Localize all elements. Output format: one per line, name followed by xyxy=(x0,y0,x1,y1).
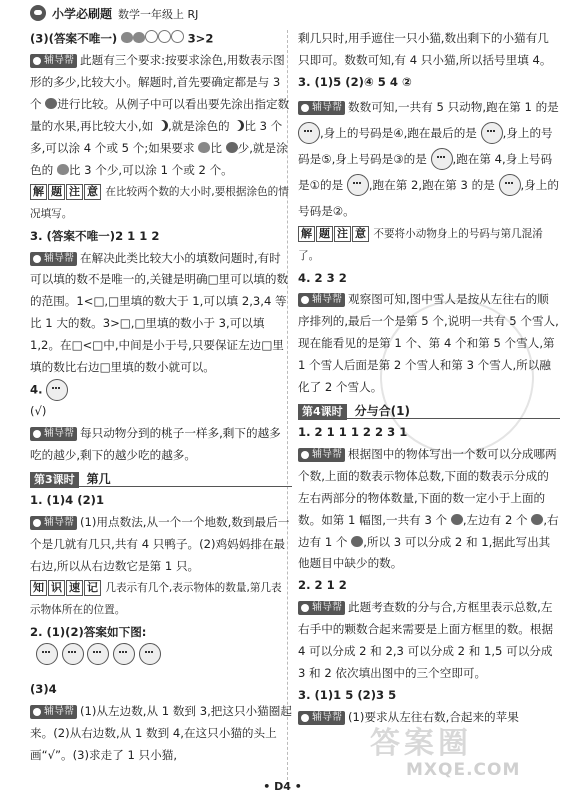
tutor-tag: 辅导帮 xyxy=(30,54,77,68)
left-s1-explanation: 辅导帮 (1)用点数法,从一个一个地数,数到最后一个是几就有几只,共有 4 只鸭子。(2)鸡妈妈排在最右边,所以从右边数它是第 1 只。 xyxy=(30,514,290,573)
tutor-tag: 辅导帮 xyxy=(30,427,77,441)
left-q3-answer: 3. (答案不唯一)2 1 1 2 xyxy=(30,228,160,243)
watermark-text: 答案圈 xyxy=(370,726,472,761)
squirrel-icon xyxy=(347,174,369,196)
tutor-tag: 辅导帮 xyxy=(298,711,345,725)
apple-icon xyxy=(531,514,543,525)
fruit-icon xyxy=(121,28,184,50)
right-s3-answer: 3. (1)1 5 (2)3 5 xyxy=(298,687,397,702)
peach-icon xyxy=(57,164,69,175)
right-s1-answer: 1. 2 1 1 1 2 2 3 1 xyxy=(298,424,408,439)
tutor-tag: 辅导帮 xyxy=(30,252,77,266)
left-s2-explanation: 辅导帮 (1)从左边数,从 1 数到 3,把这只小猫圈起来。(2)从右边数,从 1 数到 4,在这只小猫的头上画“√”。(3)求走了 1 只小猫, xyxy=(30,704,292,763)
tutor-tag: 辅导帮 xyxy=(298,448,345,462)
section-title: 分与合(1) xyxy=(354,403,410,418)
right-s2-answer: 2. 2 1 2 xyxy=(298,578,347,593)
section-heading-3 xyxy=(30,469,292,487)
left-q2-explanation: 辅导帮 此题有三个要求:按要求涂色,用数表示图形的多少,比较大小。解题时,首先要确定都是与 3 个 进行比较。从例子中可以看出要先涂出指定数量的水果,再比较大小,如 ,就是涂色的 比 3 个多,可以涂 4 个或 5 个;如果要求 比 少,就是涂色的 比 3 个少,可以涂 1 个或 2 个。 xyxy=(30,53,290,177)
left-s2-answer: 2. (1)(2)答案如下图: xyxy=(30,624,147,639)
cat-icon xyxy=(62,643,84,665)
right-s2-explanation: 辅导帮 此题考查数的分与合,方框里表示总数,左右手中的颗数合起来需要是上面方框里的数。根据 4 可以分成 2 和 2,3 可以分成 2 和 1,5 可以分成 3 和 2 依次填出图中的三个空即可。 xyxy=(298,600,554,680)
tutor-tag: 辅导帮 xyxy=(30,516,77,530)
section-heading-4 xyxy=(298,401,560,419)
bear-icon xyxy=(298,122,320,144)
left-q4-check: (√) xyxy=(30,404,47,419)
left-q3-explanation: 辅导帮 在解决此类比较大小的填数问题时,有时可以填的数不是唯一的,关键是明确□里可以填的数的范围。1<□,□里填的数大于 1,可以填 2,3,4 等比 1 大的数。3>□,□里填的数小于 3,可以填 1,2。在□<□中,中间是小于号,只要保证左边□里填的数比右边□里填的数小就可以。 xyxy=(30,250,289,375)
monkey-icon xyxy=(46,379,68,401)
section-label: 第3课时 xyxy=(30,472,79,488)
right-q3-explanation: 辅导帮 数数可知,一共有 5 只动物,跑在第 1 的是 ,身上的号码是④,跑在最后的是 ,身上的号码是⑤,身上号码是③的是 ,跑在第 4,身上号码是①的是 ,跑在第 2,跑在第 3 的是 ,身上的号码是②。 xyxy=(298,99,559,218)
tutor-tag: 辅导帮 xyxy=(298,101,345,115)
right-column xyxy=(298,28,560,729)
left-s2-sub: (3)4 xyxy=(30,682,57,697)
right-problem-note: 解 题 注 意 不要将小动物身上的号码与第几混淆了。 xyxy=(298,226,543,262)
tutor-tag: 辅导帮 xyxy=(30,705,77,719)
right-q4-answer: 4. 2 3 2 xyxy=(298,270,347,285)
q2-answer-tail: 3>2 xyxy=(187,31,214,46)
right-s1-explanation: 辅导帮 根据图中的物体写出一个数可以分成哪两个数,上面的数表示物体总数,下面的数表示分成的左右两部分的物体数量,下面的数一定小于上面的数。如第 1 幅图,一共有 3 个 ,左边有 2 个 ,右边有 1 个 ,所以 3 可以分成 2 和 1,据此写出其他题目中缺少的数。 xyxy=(298,446,559,571)
tutor-tag: 辅导帮 xyxy=(298,293,345,307)
cat-icon xyxy=(36,643,58,665)
left-column xyxy=(30,28,292,767)
apple-icon xyxy=(451,514,463,525)
right-q3-answer: 3. (1)5 (2)④ 5 4 ② xyxy=(298,74,412,89)
cat-icon xyxy=(87,643,109,665)
page-number: • D4 • xyxy=(263,780,302,793)
cat-icon xyxy=(139,643,161,665)
peach-icon xyxy=(198,142,210,153)
panda-icon xyxy=(481,122,503,144)
apple-icon xyxy=(351,536,363,547)
right-s3-explanation: 辅导帮 (1)要求从左往右数,合起来的苹果 xyxy=(298,707,560,729)
subject-title: 数学一年级上 RJ xyxy=(118,8,199,21)
left-problem-note: 解 题 注 意 在比较两个数的大小时,要根据涂色的情况填写。 xyxy=(30,184,289,220)
left-q4-explanation: 辅导帮 每只动物分到的桃子一样多,剩下的越多吃的越少,剩下的越少吃的越多。 xyxy=(30,426,281,463)
banana-icon xyxy=(233,120,244,131)
brand-name: 小学必刷题 xyxy=(52,7,113,21)
left-q4-answer: 4. xyxy=(30,379,292,401)
left-s1-answer: 1. (1)4 (2)1 xyxy=(30,493,105,508)
right-q4-explanation: 辅导帮 观察图可知,图中雪人是按从左往右的顺序排列的,最后一个是第 5 个,说明一共有 5 个雪人,现在能看见的是第 1 个、第 4 个和第 5 个雪人,第 1 个雪人后面是第 2 个雪人和第 3 个雪人,所以融化了 2 个雪人。 xyxy=(298,292,559,395)
cat-icon xyxy=(113,643,135,665)
left-knowledge-note: 知 识 速 记 几表示有几个,表示物体的数量,第几表示物体所在的位置。 xyxy=(30,580,282,616)
banana-icon xyxy=(157,120,168,131)
page-header xyxy=(0,0,565,26)
q2-answer-label: (3)(答案不唯一) xyxy=(30,31,118,46)
watermark-url: MXQE.COM xyxy=(406,760,521,780)
monkey-icon xyxy=(499,174,521,196)
tutor-tag: 辅导帮 xyxy=(298,601,345,615)
rabbit-icon xyxy=(431,148,453,170)
section-title: 第几 xyxy=(86,472,111,487)
section-label: 第4课时 xyxy=(298,404,347,420)
cats-illustration xyxy=(30,643,292,679)
left-q2-answer xyxy=(30,28,292,50)
right-continuation: 剩几只时,用手遮住一只小猫,数出剩下的小猫有几只即可。数数可知,有 4 只小猫,所以括号里填 4。 xyxy=(298,31,552,67)
apple-icon xyxy=(45,98,57,109)
brand-logo-icon xyxy=(30,5,46,21)
apple-icon xyxy=(226,142,238,153)
